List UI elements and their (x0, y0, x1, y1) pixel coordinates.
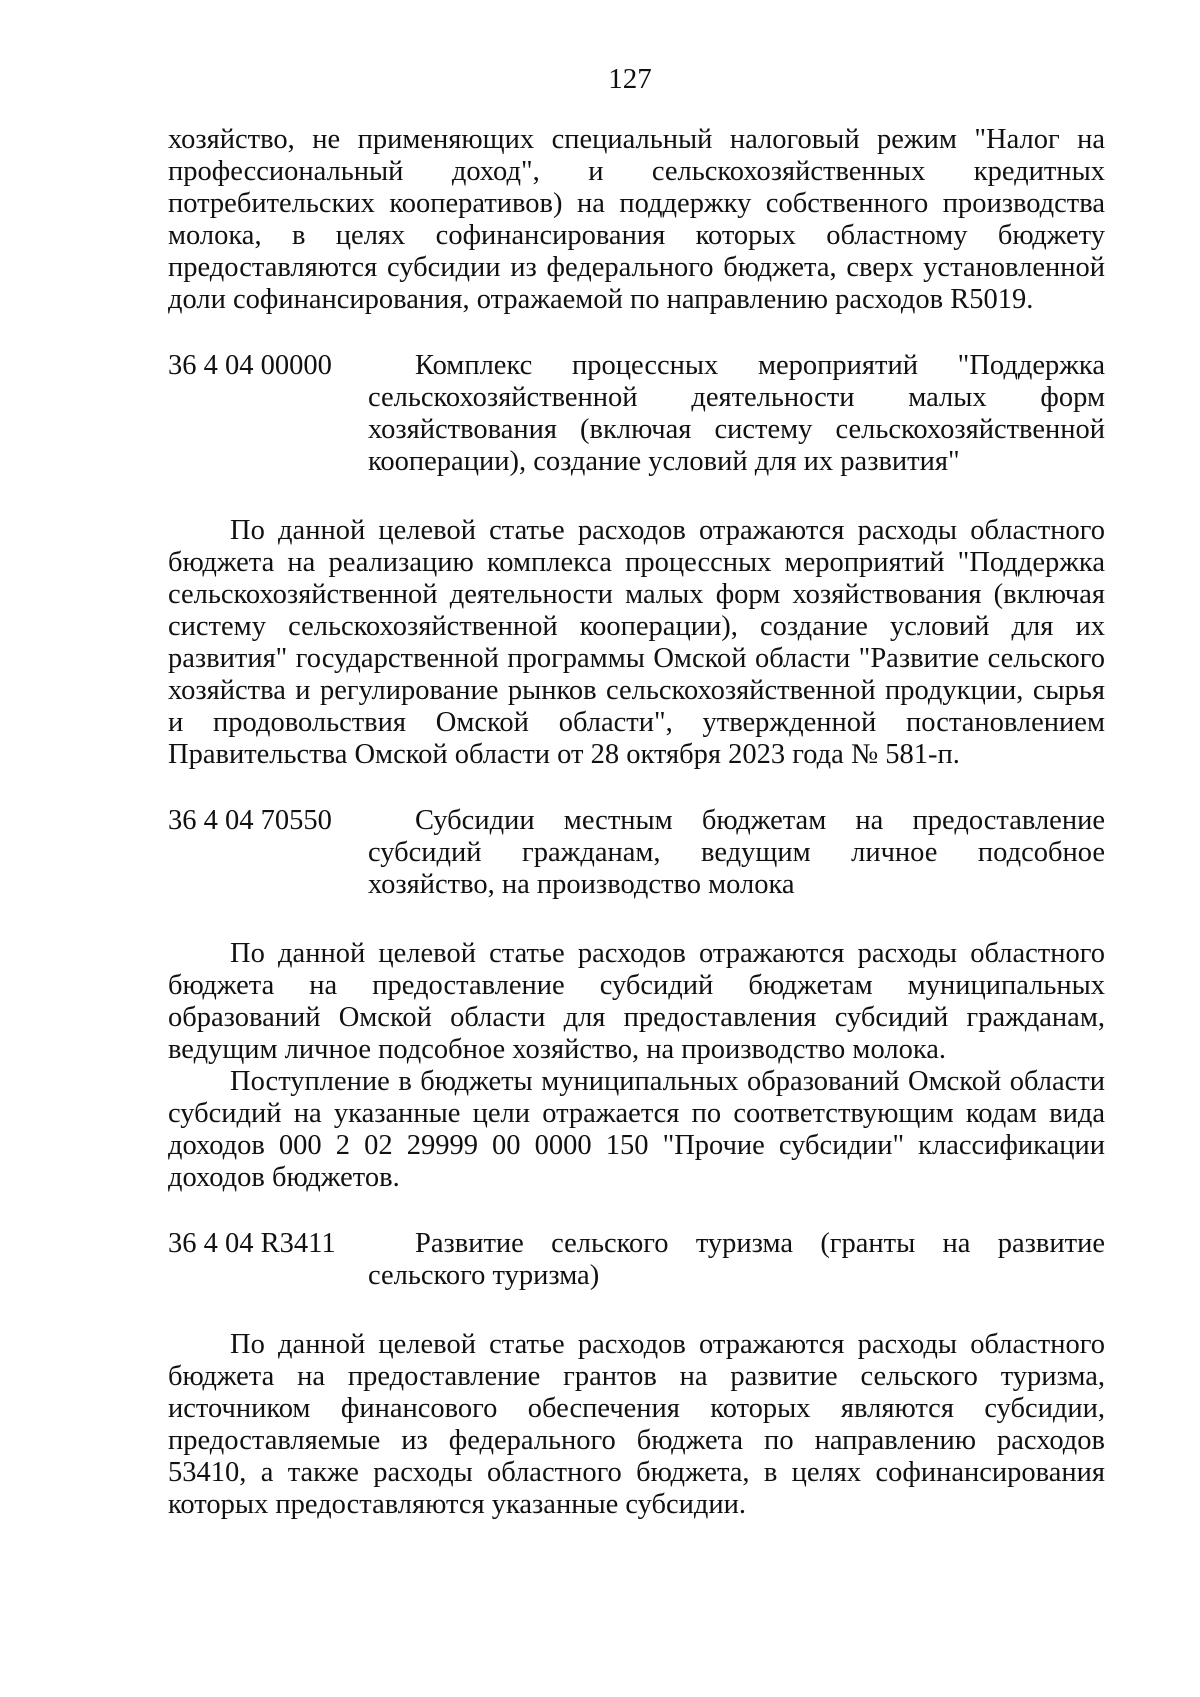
budget-entry-36-4-04-00000 (168, 350, 1105, 478)
budget-entry-title: Субсидии местным бюджетам на предоставление субсидий гражданам, ведущим личное подсобное хозяйство, на производство молока (368, 805, 1105, 900)
budget-code: 36 4 04 00000 (168, 350, 332, 381)
budget-entry-title: Комплекс процессных мероприятий "Поддержка сельскохозяйственной деятельности малых форм хозяйствования (включая систему сельскохозяйственной кооперации), создание условий для их развития" (368, 350, 1105, 477)
document-body (168, 124, 1105, 1521)
entry-description: По данной целевой статье расходов отражаются расходы областного бюджета на предоставление субсидий бюджетам муниципальных образований Омской области для предоставления субсидий гражданам, ведущим личное подсобное хозяйство, на производство молока. (168, 938, 1105, 1065)
continued-paragraph: хозяйство, не применяющих специальный налоговый режим "Налог на профессиональный доход", и сельскохозяйственных кредитных потребительских кооперативов) на поддержку собственного производства молока, в целях софинансирования которых областному бюджету предоставляются субсидии из федерального бюджета, сверх установленной доли софинансирования, отражаемой по направлению расходов R5019. (168, 124, 1105, 315)
budget-entry-title: Развитие сельского туризма (гранты на развитие сельского туризма) (368, 1228, 1105, 1291)
budget-entry-36-4-04-R3411 (168, 1228, 1105, 1292)
entry-description: По данной целевой статье расходов отражаются расходы областного бюджета на предоставление грантов на развитие сельского туризма, источником финансового обеспечения которых являются субсидии, предоставляемые из федерального бюджета по направлению расходов 53410, а также расходы областного бюджета, в целях софинансирования которых предоставляются указанные субсидии. (168, 1329, 1105, 1520)
entry-description: Поступление в бюджеты муниципальных образований Омской области субсидий на указанные цели отражается по соответствующим кодам вида доходов 000 2 02 29999 00 0000 150 "Прочие субсидии" классификации доходов бюджетов. (168, 1066, 1105, 1193)
budget-entry-36-4-04-70550 (168, 805, 1105, 901)
entry-description: По данной целевой статье расходов отражаются расходы областного бюджета на реализацию комплекса процессных мероприятий "Поддержка сельскохозяйственной деятельности малых форм хозяйствования (включая систему сельскохозяйственной кооперации), создание условий для их развития" государственной программы Омской области "Развитие сельского хозяйства и регулирование рынков сельскохозяйственной продукции, сырья и продовольствия Омской области", утвержденной постановлением Правительства Омской области от 28 октября 2023 года № 581-п. (168, 515, 1105, 770)
budget-code: 36 4 04 R3411 (168, 1228, 336, 1259)
budget-code: 36 4 04 70550 (168, 805, 332, 836)
page-number: 127 (608, 63, 652, 95)
